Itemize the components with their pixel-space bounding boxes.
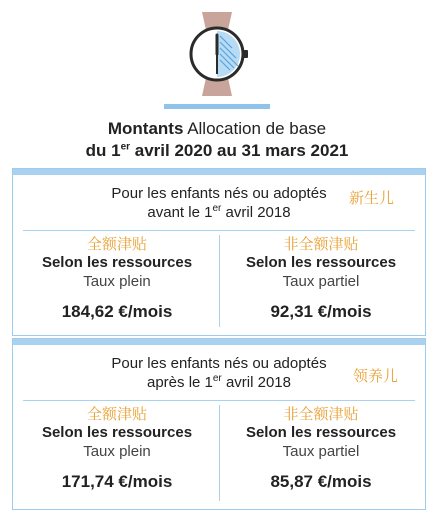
column-basis: Selon les ressources xyxy=(41,424,193,441)
section-heading-line2: après le 1er avril 2018 xyxy=(147,373,291,391)
column-chinese-label: 非全额津贴 xyxy=(283,405,359,423)
rate-column-partial xyxy=(223,405,419,493)
section-chinese-tag: 领养儿 xyxy=(353,367,399,385)
column-amount: 171,74 €/mois xyxy=(61,472,173,491)
column-divider xyxy=(219,235,220,327)
section-divider xyxy=(23,230,415,231)
column-amount: 184,62 €/mois xyxy=(61,302,173,321)
section-top-strip xyxy=(13,169,425,175)
column-chinese-label: 全额津贴 xyxy=(86,235,147,253)
column-divider xyxy=(219,405,220,501)
column-amount: 85,87 €/mois xyxy=(270,472,372,491)
column-chinese-label: 全额津贴 xyxy=(86,405,147,423)
section-divider xyxy=(23,400,415,401)
section-before-2018 xyxy=(12,168,426,336)
header-accent-bar xyxy=(164,104,270,109)
rate-column-full xyxy=(19,405,215,493)
column-rate: Taux plein xyxy=(83,273,151,290)
column-rate: Taux plein xyxy=(83,443,151,460)
section-heading-line1: Pour les enfants nés ou adoptés xyxy=(111,185,327,202)
column-amount: 92,31 €/mois xyxy=(270,302,372,321)
column-chinese-label: 非全额津贴 xyxy=(283,235,359,253)
rate-column-full xyxy=(19,235,215,323)
section-heading-line2: avant le 1er avril 2018 xyxy=(147,203,291,221)
column-basis: Selon les ressources xyxy=(245,424,397,441)
rate-column-partial xyxy=(223,235,419,323)
section-chinese-tag: 新生儿 xyxy=(349,189,395,207)
page-title: Montants Allocation de base xyxy=(107,119,327,138)
watch-icon xyxy=(182,8,252,100)
section-after-2018 xyxy=(12,338,426,510)
period-subtitle: du 1er avril 2020 au 31 mars 2021 xyxy=(85,141,349,160)
column-rate: Taux partiel xyxy=(282,273,360,290)
section-top-strip xyxy=(13,339,425,345)
column-basis: Selon les ressources xyxy=(245,254,397,271)
column-basis: Selon les ressources xyxy=(41,254,193,271)
column-rate: Taux partiel xyxy=(282,443,360,460)
section-heading-line1: Pour les enfants nés ou adoptés xyxy=(111,355,327,372)
